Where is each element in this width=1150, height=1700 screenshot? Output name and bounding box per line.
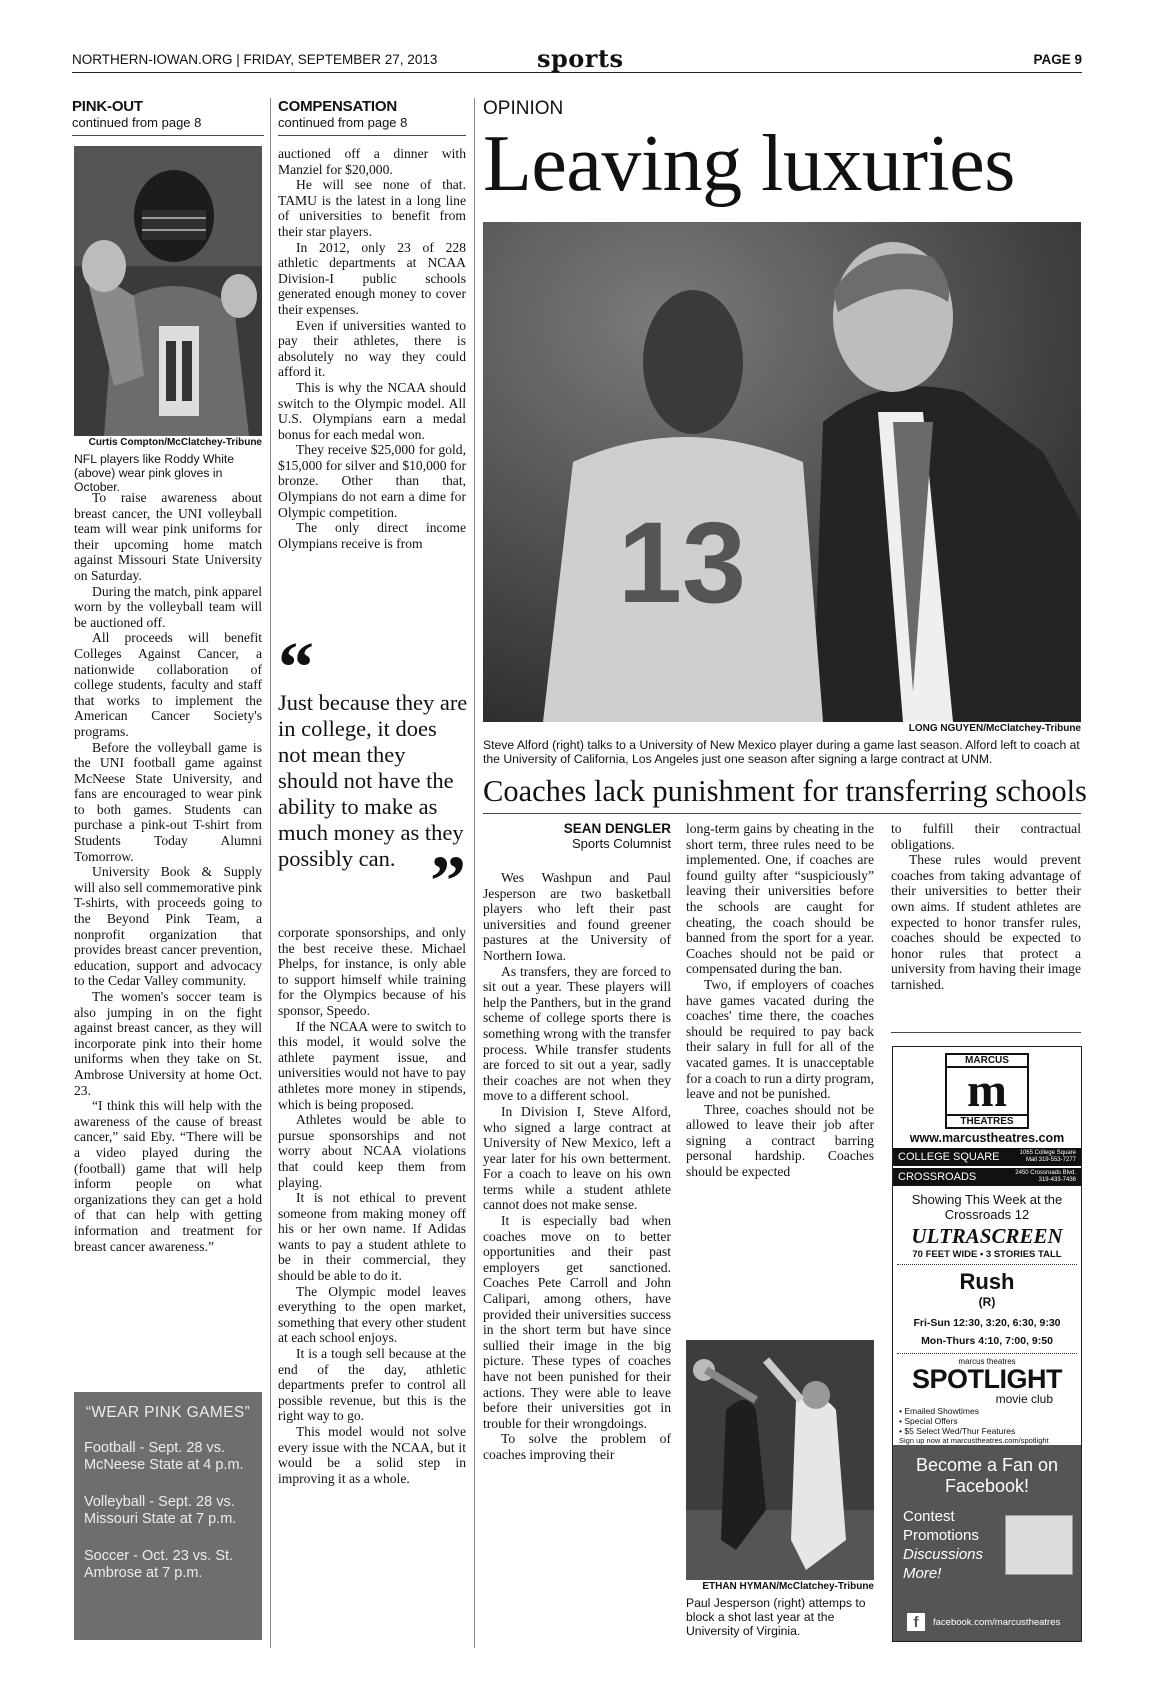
column-divider <box>270 98 271 1648</box>
pinkout-paragraph: To raise awareness about breast cancer, the UNI volleyball team will wear pink uniforms for their upcoming home match against Missouri State University on Saturday. <box>74 490 262 583</box>
compensation-paragraph: They receive $25,000 for gold, $15,000 for silver and $10,000 for bronze. Other than that, Olympians do not earn a dime for Olympic competition. <box>278 442 466 520</box>
divider <box>897 1353 1077 1354</box>
alford-illustration <box>483 222 1081 722</box>
opinion-paragraph: In Division I, Steve Alford, who signed a large contract at University of New Mexico, left a year later for his own betterment. For a coach to leave on his own terms while a student athlete cannot does not make sense. <box>483 1103 671 1213</box>
game-item: Soccer - Oct. 23 vs. St. Ambrose at 7 p.m. <box>84 1548 234 1581</box>
jesperson-photo-credit: ETHAN HYMAN/McClatchey-Tribune <box>702 1581 874 1592</box>
opinion-col1 <box>483 870 671 1463</box>
wear-pink-games-box <box>74 1392 262 1640</box>
compensation-paragraph: Athletes would be able to pursue sponsorships and not worry about NCAA violations that could keep them from playing. <box>278 1112 466 1190</box>
football-player-illustration <box>74 146 262 436</box>
showtimes: Fri-Sun 12:30, 3:20, 6:30, 9:30 <box>913 1317 1061 1329</box>
compensation-body-top <box>278 146 466 551</box>
opinion-col2 <box>686 821 874 1180</box>
ultrascreen-sub: 70 FEET WIDE • 3 STORIES TALL <box>912 1249 1062 1260</box>
facebook-item: Promotions <box>903 1527 979 1544</box>
compensation-paragraph: It is not ethical to prevent someone from making money off his or her own name. If Adidas wants to pay a student athlete to be in their commercial, they should be able to do it. <box>278 1190 466 1284</box>
pinkout-continued: continued from page 8 <box>72 115 202 130</box>
facebook-item: More! <box>903 1565 942 1582</box>
pinkout-column <box>72 98 264 136</box>
divider <box>72 135 264 136</box>
jersey-number: 13 <box>618 499 746 627</box>
marcus-theatres-ad <box>892 1046 1082 1642</box>
divider <box>483 813 1081 814</box>
opinion-paragraph: It is especially bad when coaches move on to better opportunities and their past employers get sanctioned. Coaches Pete Carroll and John Calipari, among others, have provided their universities success in the short term but have since sullied their image in the big picture. These types of coaches have not been punished for their actions. They were able to leave before their universities got in trouble for their wrongdoings. <box>483 1213 671 1431</box>
spotlight-bullet: • Special Offers <box>899 1416 958 1426</box>
game-item: Volleyball - Sept. 28 vs. Missouri State at 7 p.m. <box>84 1494 237 1527</box>
spotlight-small: marcus theatres <box>958 1357 1016 1366</box>
facebook-link-row <box>907 1613 1060 1631</box>
alford-photo-credit: LONG NGUYEN/McClatchey-Tribune <box>908 723 1081 734</box>
compensation-paragraph: He will see none of that. TAMU is the latest in a long line of universities to benefit from their star players. <box>278 177 466 239</box>
page-number: PAGE 9 <box>1033 52 1082 67</box>
movie-title: Rush <box>959 1269 1015 1294</box>
wear-pink-title: “WEAR PINK GAMES” <box>85 1404 251 1421</box>
spotlight-signup: Sign up now at marcustheatres.com/spotlight <box>899 1436 1049 1445</box>
facebook-icon: f <box>907 1613 925 1631</box>
ultrascreen-logo: ULTRASCREEN <box>911 1224 1063 1248</box>
movie-rating: (R) <box>978 1295 996 1309</box>
byline-title: Sports Columnist <box>572 836 671 851</box>
opinion-paragraph: As transfers, they are forced to sit out a year. These players will help the Panthers, but in the grand scheme of college sports there is something wrong with the transfer process. While transfer students are forced to sit out a year, sadly their coaches are not when they move to a different school. <box>483 963 671 1104</box>
opinion-col3 <box>891 821 1081 993</box>
theatre-row <box>893 1168 1081 1186</box>
facebook-item: Contest <box>903 1508 955 1525</box>
football-player-photo <box>74 146 262 436</box>
masthead-rule <box>72 72 1082 73</box>
compensation-paragraph: The only direct income Olympians receive is from <box>278 520 466 551</box>
byline <box>483 821 671 851</box>
theatre-row <box>893 1148 1081 1166</box>
opinion-paragraph: To solve the problem of coaches improving their <box>483 1431 671 1462</box>
marcus-url: www.marcustheatres.com <box>909 1131 1065 1145</box>
facebook-promo <box>893 1445 1081 1641</box>
jesperson-illustration <box>686 1340 874 1580</box>
marcus-brand-bottom: THEATRES <box>947 1114 1027 1127</box>
compensation-body-bottom <box>278 925 466 1486</box>
byline-name: SEAN DENGLER <box>563 821 671 836</box>
theatre-address: 2450 Crossroads Blvd. 319-433-7436 <box>1015 1170 1076 1183</box>
pinkout-paragraph: “I think this will help with the awareness of the cause of breast cancer,” said Eby. “There will be a video played during the (football) game that will help inform people on what organizations they can get a hold of that can help with getting information and treatment for breast cancer awareness.” <box>74 1098 262 1254</box>
opinion-kicker: OPINION <box>483 98 564 119</box>
compensation-paragraph: In 2012, only 23 of 228 athletic departments at NCAA Division-I public schools generated enough money to cover their expenses. <box>278 239 466 317</box>
opinion-paragraph: Three, coaches should not be allowed to leave their job after signing a contract barring personal hardship. Coaches should be expected <box>686 1101 874 1180</box>
spotlight-logo: SPOTLIGHT <box>912 1364 1062 1394</box>
compensation-continued: continued from page 8 <box>278 115 408 130</box>
pinkout-paragraph: All proceeds will benefit Colleges Against Cancer, a nationwide collaboration of college students, faculty and staff that works to implement the American Cancer Society's programs. <box>74 630 262 739</box>
quote-close-mark: ” <box>430 841 466 921</box>
story-headline: Coaches lack punishment for transferring schools <box>483 774 1087 808</box>
pinkout-jump-head: PINK-OUT <box>72 98 143 115</box>
compensation-paragraph: The Olympic model leaves everything to the open market, something that every other student at each school enjoys. <box>278 1283 467 1346</box>
pinkout-paragraph: During the match, pink apparel worn by the volleyball team will be auctioned off. <box>74 583 262 630</box>
theatre-address: 1065 College Square Mall 319-553-7277 <box>1019 1150 1076 1163</box>
compensation-paragraph: It is a tough sell because at the end of the day, athletic departments prefer to control all possible revenue, but this is the right way to go. <box>278 1346 466 1424</box>
marcus-brand-top: MARCUS <box>947 1055 1027 1068</box>
pinkout-paragraph: Before the volleyball game is the UNI football game against McNeese State University, and fans are encouraged to wear pink to both games. Students can purchase a pink-out T-shirt from Students Today Alumni Tomorrow. <box>74 739 262 864</box>
facebook-screenshot-graphic <box>1005 1515 1073 1575</box>
pull-quote <box>278 627 468 921</box>
opinion-headline: Leaving luxuries <box>483 120 1015 208</box>
pinkout-paragraph: The women's soccer team is also jumping in on the fight against breast cancer, as they will incorporate pink into their home uniforms when they take on St. Ambrose University at home Oct. 23. <box>74 989 262 1098</box>
alford-photo <box>483 222 1081 722</box>
compensation-paragraph: corporate sponsorships, and only the best receive these. Michael Phelps, for instance, is only able to support himself while training for the Olympics because of his sponsor, Speedo. <box>278 925 466 1018</box>
column-divider <box>474 98 475 1648</box>
jesperson-photo-caption: Paul Jesperson (right) attemps to block a shot last year at the University of Virginia. <box>686 1596 866 1638</box>
compensation-header <box>278 98 466 136</box>
facebook-url: facebook.com/marcustheatres <box>933 1616 1061 1628</box>
showing-text: Showing This Week at the Crossroads 12 <box>911 1192 1063 1222</box>
pinkout-body <box>74 490 262 1254</box>
pinkout-photo-credit: Curtis Compton/McClatchey-Tribune <box>88 437 262 448</box>
marcus-logo <box>893 1053 1081 1129</box>
spotlight-bullets <box>899 1406 1081 1446</box>
opinion-paragraph: long-term gains by cheating in the short term, three rules need to be implemented. One, if coaches are found guilty after “suspiciously” leaving their universities before the schools are caught for cheating, the coach should be banned from the sport for a year. Coaches should not be paid or compensated during the ban. <box>686 821 874 977</box>
pull-quote-text: Just because they are in college, it does not mean they should not have the ability to make as much money as they possibly can. <box>278 690 468 871</box>
opinion-paragraph: Wes Washpun and Paul Jesperson are two basketball players who left their past universities and found greener pastures at the University of Northern Iowa. <box>483 870 671 963</box>
movie-club-text: movie club <box>995 1392 1053 1406</box>
alford-photo-caption: Steve Alford (right) talks to a University of New Mexico player during a game last season. Alford left to coach at the University of California, Los Angeles just one season after signing a large contract at UNM. <box>483 738 1080 766</box>
marcus-m-icon: m <box>967 1064 1007 1117</box>
pinkout-photo-caption: NFL players like Roddy White (above) wear pink gloves in October. <box>74 452 235 494</box>
facebook-title: Become a Fan on Facebook! <box>915 1455 1059 1496</box>
masthead-info: NORTHERN-IOWAN.ORG | FRIDAY, SEPTEMBER 27, 2013 <box>72 52 438 67</box>
theatre-name: CROSSROADS <box>898 1171 977 1183</box>
quote-open-mark: “ <box>278 627 314 707</box>
spotlight-bullet: • Emailed Showtimes <box>899 1406 979 1416</box>
compensation-paragraph: This model would not solve every issue with the NCAA, but it would be a solid step in improving it as a whole. <box>278 1424 466 1486</box>
opinion-paragraph: to fulfill their contractual obligations. <box>891 821 1081 852</box>
compensation-paragraph: This is why the NCAA should switch to the Olympic model. All U.S. Olympians earn a medal bonus for each medal won. <box>278 379 466 442</box>
divider <box>891 1032 1081 1033</box>
pinkout-paragraph: University Book & Supply will also sell commemorative pink T-shirts, with proceeds going to the Beyond Pink Team, a nonprofit organization that provides breast cancer prevention, education, support and advocacy to the Cedar Valley community. <box>74 864 263 989</box>
opinion-paragraph: Two, if employers of coaches have games vacated during the coaches' time there, the coaches should be required to pay back their salary in full for all of the vacated games. It is unacceptable for a coach to run a dirty program, leave and not be punished. <box>686 976 874 1102</box>
opinion-paragraph: These rules would prevent coaches from taking advantage of their universities to better their own aims. If student athletes are expected to honor transfer rules, coaches should be expected to honor rules that protect a university from having their image tarnished. <box>891 852 1081 992</box>
compensation-paragraph: If the NCAA were to switch to this model, it would solve the athlete payment issue, and universities would not have to pay athletes more money in stipends, which is being proposed. <box>278 1018 466 1112</box>
showtimes: Mon-Thurs 4:10, 7:00, 9:50 <box>921 1335 1053 1347</box>
game-item: Football - Sept. 28 vs. McNeese State at 4 p.m. <box>84 1440 244 1473</box>
facebook-item: Discussions <box>903 1546 984 1563</box>
jesperson-photo <box>686 1340 874 1580</box>
section-name: sports <box>537 44 624 73</box>
spotlight-bullet: • $5 Select Wed/Thur Features <box>899 1426 1016 1436</box>
divider <box>897 1264 1077 1265</box>
divider <box>278 135 466 136</box>
compensation-paragraph: auctioned off a dinner with Manziel for $20,000. <box>278 146 466 177</box>
theatre-name: COLLEGE SQUARE <box>898 1151 1000 1163</box>
compensation-jump-head: COMPENSATION <box>278 98 397 115</box>
compensation-paragraph: Even if universities wanted to pay their athletes, there is absolutely no way they could afford it. <box>278 317 466 380</box>
